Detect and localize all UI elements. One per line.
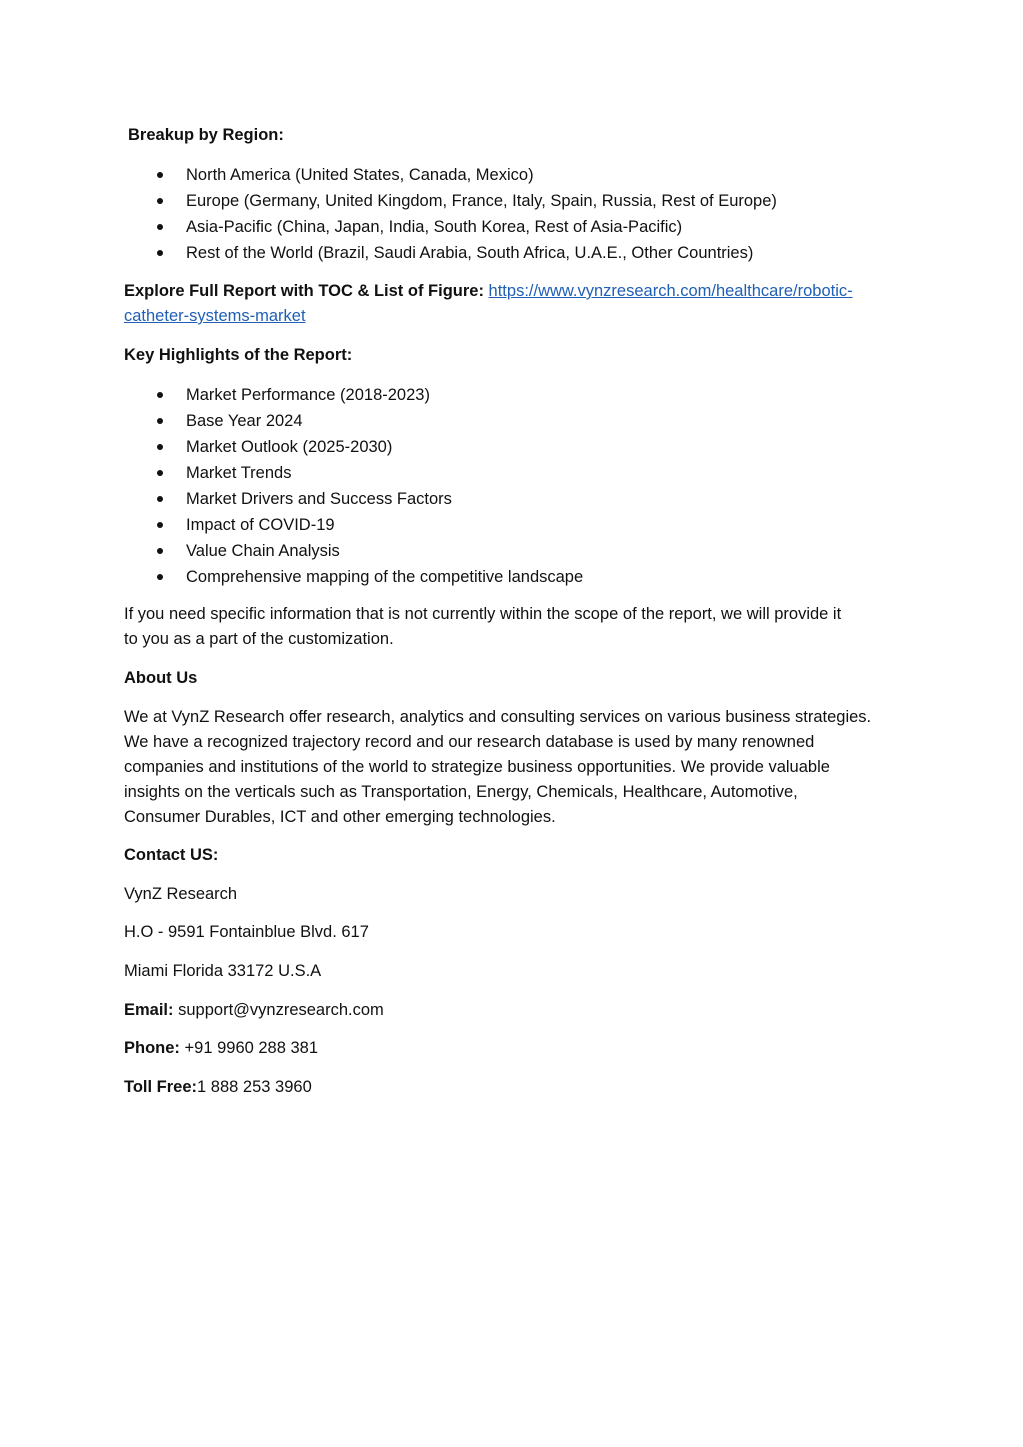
highlight-item: Comprehensive mapping of the competitive landscape <box>186 568 584 586</box>
explore-paragraph-line2 <box>124 304 904 329</box>
customization-line2: to you as a part of the customization. <box>124 630 394 648</box>
report-link-part2[interactable]: catheter-systems-market <box>124 307 306 325</box>
bullet-icon <box>157 470 163 476</box>
highlight-item: Base Year 2024 <box>186 412 303 430</box>
about-line: companies and institutions of the world to strategize business opportunities. We provide valuable <box>124 758 830 776</box>
highlights-heading: Key Highlights of the Report: <box>124 346 353 364</box>
contact-address-line2: Miami Florida 33172 U.S.A <box>124 962 322 980</box>
bullet-icon <box>157 548 163 554</box>
list-item <box>0 162 900 188</box>
email-value: support@vynzresearch.com <box>178 1001 384 1019</box>
contact-tollfree <box>124 1075 904 1100</box>
list-item <box>0 408 900 434</box>
highlights-list <box>0 382 900 590</box>
about-line: Consumer Durables, ICT and other emerging technologies. <box>124 808 556 826</box>
phone-value: +91 9960 288 381 <box>184 1039 319 1057</box>
list-item <box>0 512 900 538</box>
about-heading: About Us <box>124 669 198 687</box>
list-item <box>0 214 900 240</box>
tollfree-value: 1 888 253 3960 <box>197 1078 312 1096</box>
about-line: We have a recognized trajectory record and our research database is used by many renowned <box>124 733 815 751</box>
tollfree-label: Toll Free: <box>124 1078 198 1096</box>
bullet-icon <box>157 574 163 580</box>
contact-phone <box>124 1036 904 1061</box>
highlight-item: Market Trends <box>186 464 292 482</box>
list-item <box>0 460 900 486</box>
contact-email <box>124 998 904 1023</box>
highlight-item: Value Chain Analysis <box>186 542 340 560</box>
list-item <box>0 564 900 590</box>
bullet-icon <box>157 172 163 178</box>
email-label: Email: <box>124 1001 174 1019</box>
contact-address-line1: H.O - 9591 Fontainblue Blvd. 617 <box>124 923 369 941</box>
bullet-icon <box>157 418 163 424</box>
phone-label: Phone: <box>124 1039 180 1057</box>
list-item <box>0 240 900 266</box>
list-item <box>0 188 900 214</box>
list-item <box>0 434 900 460</box>
report-link-part1[interactable]: https://www.vynzresearch.com/healthcare/robotic- <box>488 282 853 300</box>
list-item <box>0 538 900 564</box>
region-item-asia-pacific: Asia-Pacific (China, Japan, India, South Korea, Rest of Asia-Pacific) <box>186 218 683 236</box>
region-item-north-america: North America (United States, Canada, Mexico) <box>186 166 534 184</box>
bullet-icon <box>157 496 163 502</box>
bullet-icon <box>157 392 163 398</box>
bullet-icon <box>157 250 163 256</box>
about-line: insights on the verticals such as Transportation, Energy, Chemicals, Healthcare, Automotive, <box>124 783 798 801</box>
highlight-item: Impact of COVID-19 <box>186 516 335 534</box>
list-item <box>0 486 900 512</box>
bullet-icon <box>157 522 163 528</box>
region-item-rest-of-world: Rest of the World (Brazil, Saudi Arabia, South Africa, U.A.E., Other Countries) <box>186 244 754 262</box>
region-list <box>0 162 900 266</box>
region-item-europe: Europe (Germany, United Kingdom, France, Italy, Spain, Russia, Rest of Europe) <box>186 192 777 210</box>
explore-label: Explore Full Report with TOC & List of Figure: <box>124 282 484 300</box>
explore-paragraph <box>124 279 904 304</box>
about-line: We at VynZ Research offer research, analytics and consulting services on various business strategies. <box>124 708 872 726</box>
region-heading: Breakup by Region: <box>128 126 284 144</box>
bullet-icon <box>157 444 163 450</box>
list-item <box>0 382 900 408</box>
highlight-item: Market Outlook (2025-2030) <box>186 438 393 456</box>
bullet-icon <box>157 198 163 204</box>
highlight-item: Market Performance (2018-2023) <box>186 386 430 404</box>
bullet-icon <box>157 224 163 230</box>
highlight-item: Market Drivers and Success Factors <box>186 490 452 508</box>
contact-company: VynZ Research <box>124 885 238 903</box>
contact-heading: Contact US: <box>124 846 219 864</box>
customization-line1: If you need specific information that is not currently within the scope of the report, we will provide it <box>124 605 842 623</box>
